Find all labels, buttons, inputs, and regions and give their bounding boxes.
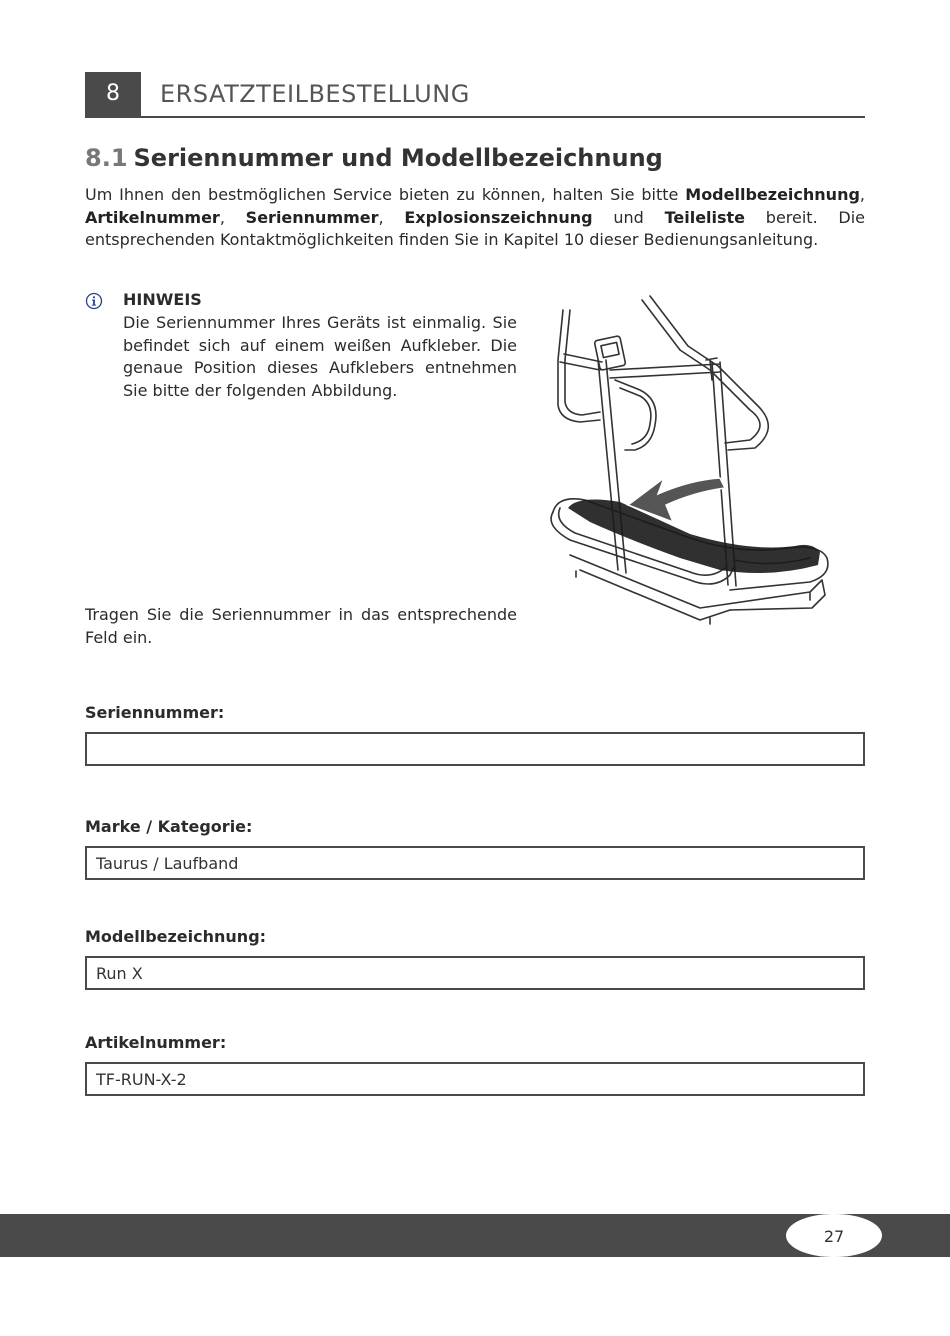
- article-number-field[interactable]: [85, 1062, 865, 1096]
- intro-bold-partslist: Teileliste: [664, 207, 746, 227]
- model-name-label: Modellbezeichnung:: [85, 927, 267, 946]
- serial-number-label: Seriennummer:: [85, 703, 225, 722]
- chapter-header: [85, 72, 865, 118]
- brand-category-field[interactable]: [85, 846, 865, 880]
- intro-text: und: [592, 207, 665, 227]
- intro-text: Um Ihnen den bestmöglichen Service bieten zu können, halten Sie bitte: [85, 185, 686, 204]
- serial-number-field[interactable]: [85, 732, 865, 766]
- section-heading: [85, 144, 663, 172]
- model-name-field[interactable]: [85, 956, 865, 990]
- intro-text: bereit. Die entsprechenden Kontaktmöglichkeiten finden Sie in Kapitel 10 dieser Bedienungsanleitung.: [85, 207, 866, 249]
- note-text: Die Seriennummer Ihres Geräts ist einmalig. Sie befindet sich auf einem weißen Aufkleber. Die genaue Position dieses Aufklebers entnehmen Sie bitte der folgenden Abbildung.: [123, 313, 517, 400]
- intro-text: ,: [219, 207, 246, 227]
- intro-text: ,: [378, 207, 405, 227]
- info-icon: [85, 292, 103, 310]
- brand-category-label: Marke / Kategorie:: [85, 817, 253, 836]
- chapter-number: 8: [85, 72, 141, 116]
- intro-bold-serial: Seriennummer: [245, 207, 379, 227]
- section-title: Seriennummer und Modellbezeichnung: [133, 144, 663, 172]
- intro-bold-model: Modellbezeichnung: [685, 185, 860, 204]
- section-number: 8.1: [85, 144, 128, 172]
- note-title: HINWEIS: [123, 290, 202, 309]
- article-number-label: Artikelnummer:: [85, 1033, 227, 1052]
- intro-text: ,: [859, 185, 865, 204]
- intro-bold-article: Artikelnummer: [85, 207, 220, 227]
- intro-bold-drawing: Explosionszeichnung: [404, 207, 593, 227]
- intro-paragraph: [85, 184, 865, 252]
- treadmill-illustration: [540, 290, 840, 640]
- page-number: 27: [786, 1214, 882, 1257]
- instruction-text: Tragen Sie die Seriennummer in das entsprechende Feld ein.: [85, 605, 517, 647]
- chapter-title: ERSATZTEILBESTELLUNG: [160, 80, 470, 108]
